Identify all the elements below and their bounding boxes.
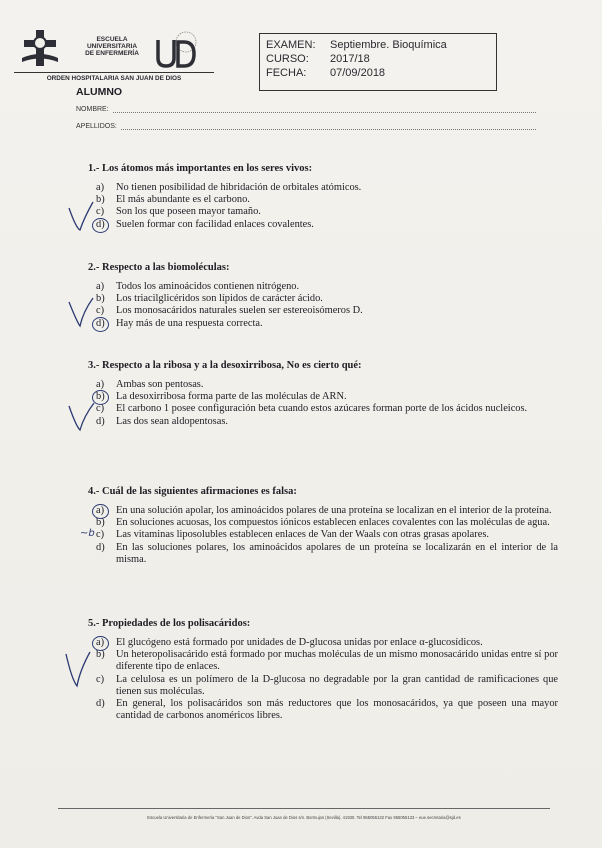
option-text: Suelen formar con facilidad enlaces covalentes.: [116, 218, 314, 230]
option-d[interactable]: [88, 219, 558, 231]
option-letter: c): [96, 403, 105, 415]
course-label: CURSO:: [266, 53, 309, 65]
surname-dotted-line: [121, 123, 536, 130]
option-letter: a): [96, 182, 105, 193]
option-a[interactable]: [88, 182, 558, 194]
option-text: En general, los polisacáridos son más reductores que los monosacáridos, ya que poseen una mayor cantidad de carbonos anoméricos libres.: [116, 698, 558, 722]
option-letter-circled: b): [96, 391, 116, 403]
handwritten-check-icon: [62, 650, 92, 690]
option-text: Todos los aminoácidos contienen nitrógeno.: [116, 281, 300, 292]
option-letter: b): [96, 649, 105, 661]
option-c[interactable]: [88, 529, 558, 541]
option-text: No tienen posibilidad de hibridación de orbitales atómicos.: [116, 182, 362, 193]
exam-value: Septiembre. Bioquímica: [330, 39, 447, 51]
option-letter-circled: d): [96, 219, 116, 231]
option-a[interactable]: [88, 379, 558, 391]
option-text: Los monosacáridos naturales suelen ser estereoisómeros D.: [116, 305, 363, 317]
option-letter: c): [96, 206, 105, 218]
option-b[interactable]: [88, 194, 558, 206]
question-title: 4.- Cuál de las siguientes afirmaciones es falsa:: [88, 486, 297, 497]
handwritten-check-icon: [66, 400, 96, 434]
option-text: El glucógeno está formado por unidades de D-glucosa unidas por enlace α-glucosídicos.: [116, 637, 483, 648]
question-1: [88, 163, 558, 231]
university-seal-logo-icon: [154, 30, 200, 70]
option-text: El más abundante es el carbono.: [116, 194, 250, 206]
handwritten-mark-q4: ~b: [80, 528, 95, 539]
option-d[interactable]: [88, 698, 558, 722]
option-letter: d): [96, 415, 105, 427]
option-a[interactable]: [88, 637, 558, 649]
option-letter: b): [96, 293, 105, 305]
option-b[interactable]: [88, 649, 558, 673]
option-text: Los triacilglicéridos son lípidos de carácter ácido.: [116, 293, 323, 305]
option-c[interactable]: [88, 674, 558, 698]
exam-info-box: [259, 33, 497, 91]
option-letter: d): [96, 541, 105, 553]
option-a[interactable]: [88, 281, 558, 293]
question-3: [88, 360, 558, 428]
question-4: [88, 486, 558, 566]
footer-divider: [58, 808, 550, 809]
handwritten-check-icon: [66, 296, 96, 330]
option-text: Las vitaminas liposolubles establecen enlaces de Van der Waals con otras grasas apolares.: [116, 529, 490, 541]
option-text: Un heteropolisacárido está formado por muchas moléculas de un mismo monosacárido unidas entre sí por diferente tipo de enlaces.: [116, 649, 558, 673]
question-title: 1.- Los átomos más importantes en los seres vivos:: [88, 163, 313, 174]
date-row: [266, 66, 496, 80]
option-letter: d): [96, 698, 105, 710]
option-text: La celulosa es un polímero de la D-glucosa no degradable por la gran cantidad de ramificaciones que tienen sus moléculas.: [116, 673, 558, 697]
school-name: ESCUELA UNIVERSITARIA DE ENFERMERÍA: [85, 36, 139, 57]
course-value: 2017/18: [330, 53, 370, 65]
question-title: 5.- Propiedades de los polisacáridos:: [88, 618, 251, 629]
exam-row: [266, 38, 496, 52]
footer-address: Escuela Universitaria de Enfermería "San Juan de Dios". Avda San Juan de Dios s/n. Bormujos (Sevilla). 41930. Tel 955055132 Fax 955055133 – eue.secretaria@sjd.es: [147, 815, 461, 820]
option-text: Son los que poseen mayor tamaño.: [116, 206, 261, 218]
option-letter: b): [96, 194, 105, 206]
option-letter: a): [96, 281, 105, 292]
option-c[interactable]: [88, 305, 558, 317]
name-dotted-line: [113, 106, 536, 113]
option-text: En una solución apolar, los aminoácidos polares de una proteína se localizan en el interior de la proteína.: [116, 505, 552, 516]
handwritten-check-icon: [66, 200, 96, 234]
option-letter: c): [96, 529, 105, 541]
option-d[interactable]: [88, 318, 558, 330]
option-letter: a): [96, 379, 105, 390]
date-label: FECHA:: [266, 67, 307, 79]
exam-label: EXAMEN:: [266, 39, 316, 51]
date-value: 07/09/2018: [330, 67, 386, 79]
option-letter: c): [96, 673, 105, 685]
option-text: En las soluciones polares, los aminoácidos apolares de un proteína se localizarán en el interior de la misma.: [116, 541, 558, 565]
option-text: En soluciones acuosas, los compuestos iónicos establecen enlaces covalentes con las moléculas de agua.: [116, 517, 550, 529]
option-letter-circled: a): [96, 505, 116, 517]
option-letter-circled: a): [96, 637, 116, 649]
option-text: Ambas son pentosas.: [116, 379, 204, 390]
option-d[interactable]: [88, 416, 558, 428]
question-5: [88, 618, 558, 722]
question-title: 2.- Respecto a las biomoléculas:: [88, 262, 230, 273]
option-c[interactable]: [88, 206, 558, 218]
name-field[interactable]: [76, 106, 536, 113]
option-text: El carbono 1 posee configuración beta cuando estos azúcares forman porte de los ácidos nucleicos.: [116, 403, 528, 415]
option-b[interactable]: [88, 293, 558, 305]
question-2: [88, 262, 558, 330]
option-c[interactable]: [88, 403, 558, 415]
course-row: [266, 52, 496, 66]
order-name: ORDEN HOSPITALARIA SAN JUAN DE DIOS: [14, 72, 214, 82]
option-b[interactable]: [88, 517, 558, 529]
option-letter: c): [96, 305, 105, 317]
option-b[interactable]: [88, 391, 558, 403]
option-text: Hay más de una respuesta correcta.: [116, 317, 263, 329]
question-title: 3.- Respecto a la ribosa y a la desoxirribosa, No es cierto qué:: [88, 360, 362, 371]
option-text: La desoxirribosa forma parte de las moléculas de ARN.: [116, 391, 347, 403]
surname-field[interactable]: [76, 123, 536, 130]
student-section-title: ALUMNO: [76, 86, 123, 98]
option-letter-circled: d): [96, 318, 116, 330]
option-a[interactable]: [88, 505, 558, 517]
name-label: NOMBRE:: [76, 106, 109, 113]
surname-label: APELLIDOS:: [76, 123, 117, 130]
cross-emblem-icon: [20, 28, 60, 68]
option-d[interactable]: [88, 542, 558, 566]
option-letter: b): [96, 517, 105, 529]
option-text: Las dos sean aldopentosas.: [116, 415, 228, 427]
school-logo-block: [14, 28, 204, 82]
